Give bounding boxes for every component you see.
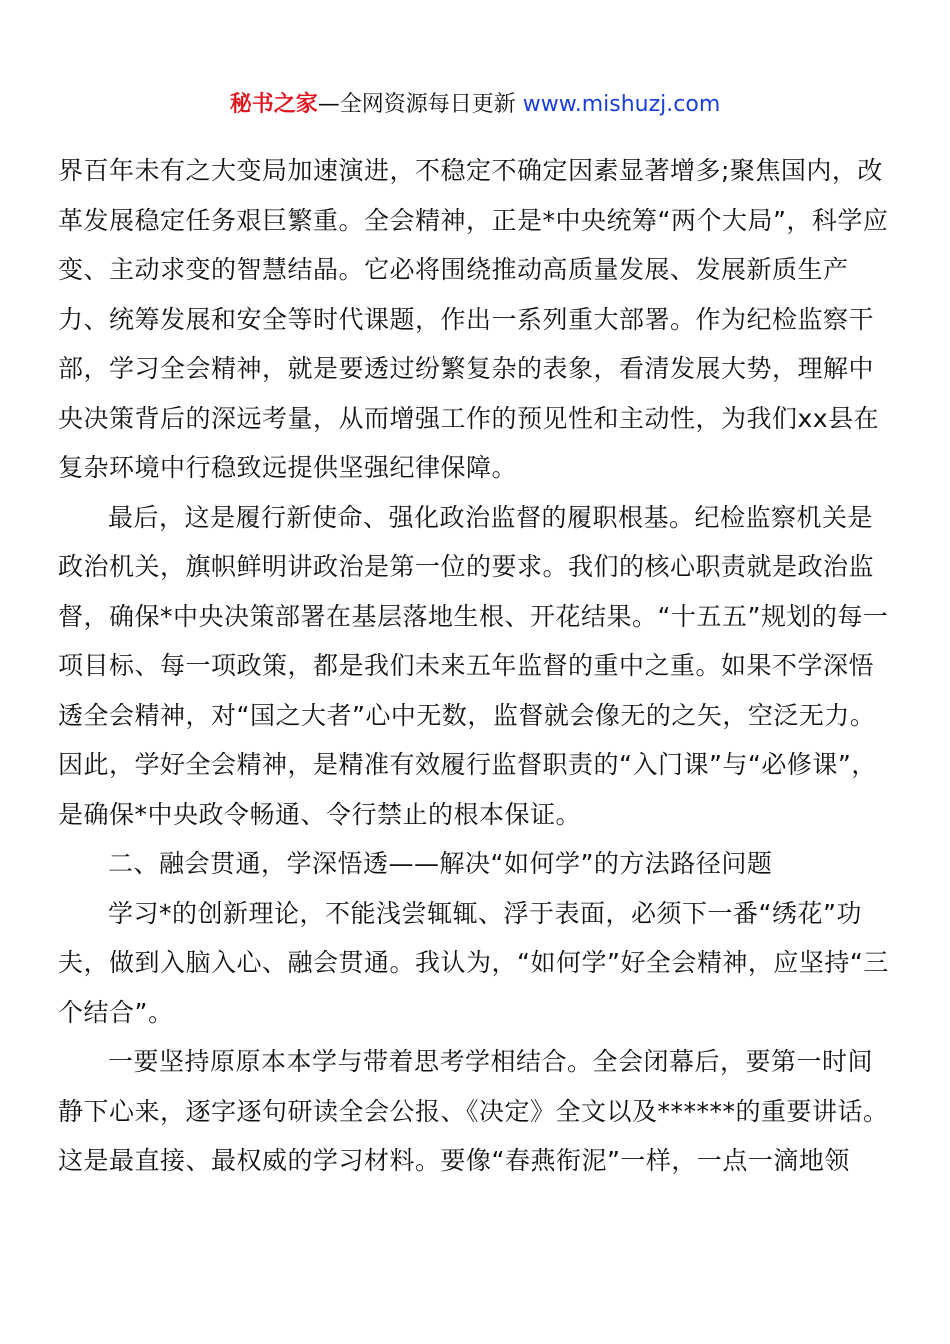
- page-header: [0, 88, 950, 122]
- paragraph: 最后，这是履行新使命、强化政治监督的履职根基。纪检监察机关是政治机关，旗帜鲜明讲政治是第一位的要求。我们的核心职责就是政治监督，确保*中央决策部署在基层落地生根、开花结果。“十五五”规划的每一项目标、每一项政策，都是我们未来五年监督的重中之重。如果不学深悟透全会精神，对“国之大者”心中无数，监督就会像无的之矢，空泛无力。因此，学好全会精神，是精准有效履行监督职责的“入门课”与“必修课”，是确保*中央政令畅通、令行禁止的根本保证。: [58, 502, 889, 829]
- site-tagline: —全网资源每日更新: [317, 92, 516, 117]
- paragraph: 一要坚持原原本本学与带着思考学相结合。全会闭幕后，要第一时间静下心来，逐字逐句研读全会公报、《决定》全文以及******的重要讲话。这是最直接、最权威的学习材料。要像“春燕衔泥”一样，一点一滴地领: [58, 1047, 889, 1175]
- paragraph-continuation: 界百年未有之大变局加速演进，不稳定不确定因素显著增多;聚焦国内，改革发展稳定任务艰巨繁重。全会精神，正是*中央统筹“两个大局”，科学应变、主动求变的智慧结晶。它必将围绕推动高质量发展、发展新质生产力、统筹发展和安全等时代课题，作出一系列重大部署。作为纪检监察干部，学习全会精神，就是要透过纷繁复杂的表象，看清发展大势，理解中央决策背后的深远考量，从而增强工作的预见性和主动性，为我们xx县在复杂环境中行稳致远提供坚强纪律保障。: [58, 156, 889, 482]
- site-brand: 秘书之家: [229, 92, 318, 117]
- section-heading: 二、融会贯通，学深悟透——解决“如何学”的方法路径问题: [108, 849, 773, 878]
- paragraph: 学习*的创新理论，不能浅尝辄辄、浮于表面，必须下一番“绣花”功夫，做到入脑入心、融会贯通。我认为，“如何学”好全会精神，应坚持“三个结合”。: [58, 898, 889, 1027]
- site-url[interactable]: www.mishuzj.com: [522, 92, 721, 117]
- document-body: [58, 146, 898, 1186]
